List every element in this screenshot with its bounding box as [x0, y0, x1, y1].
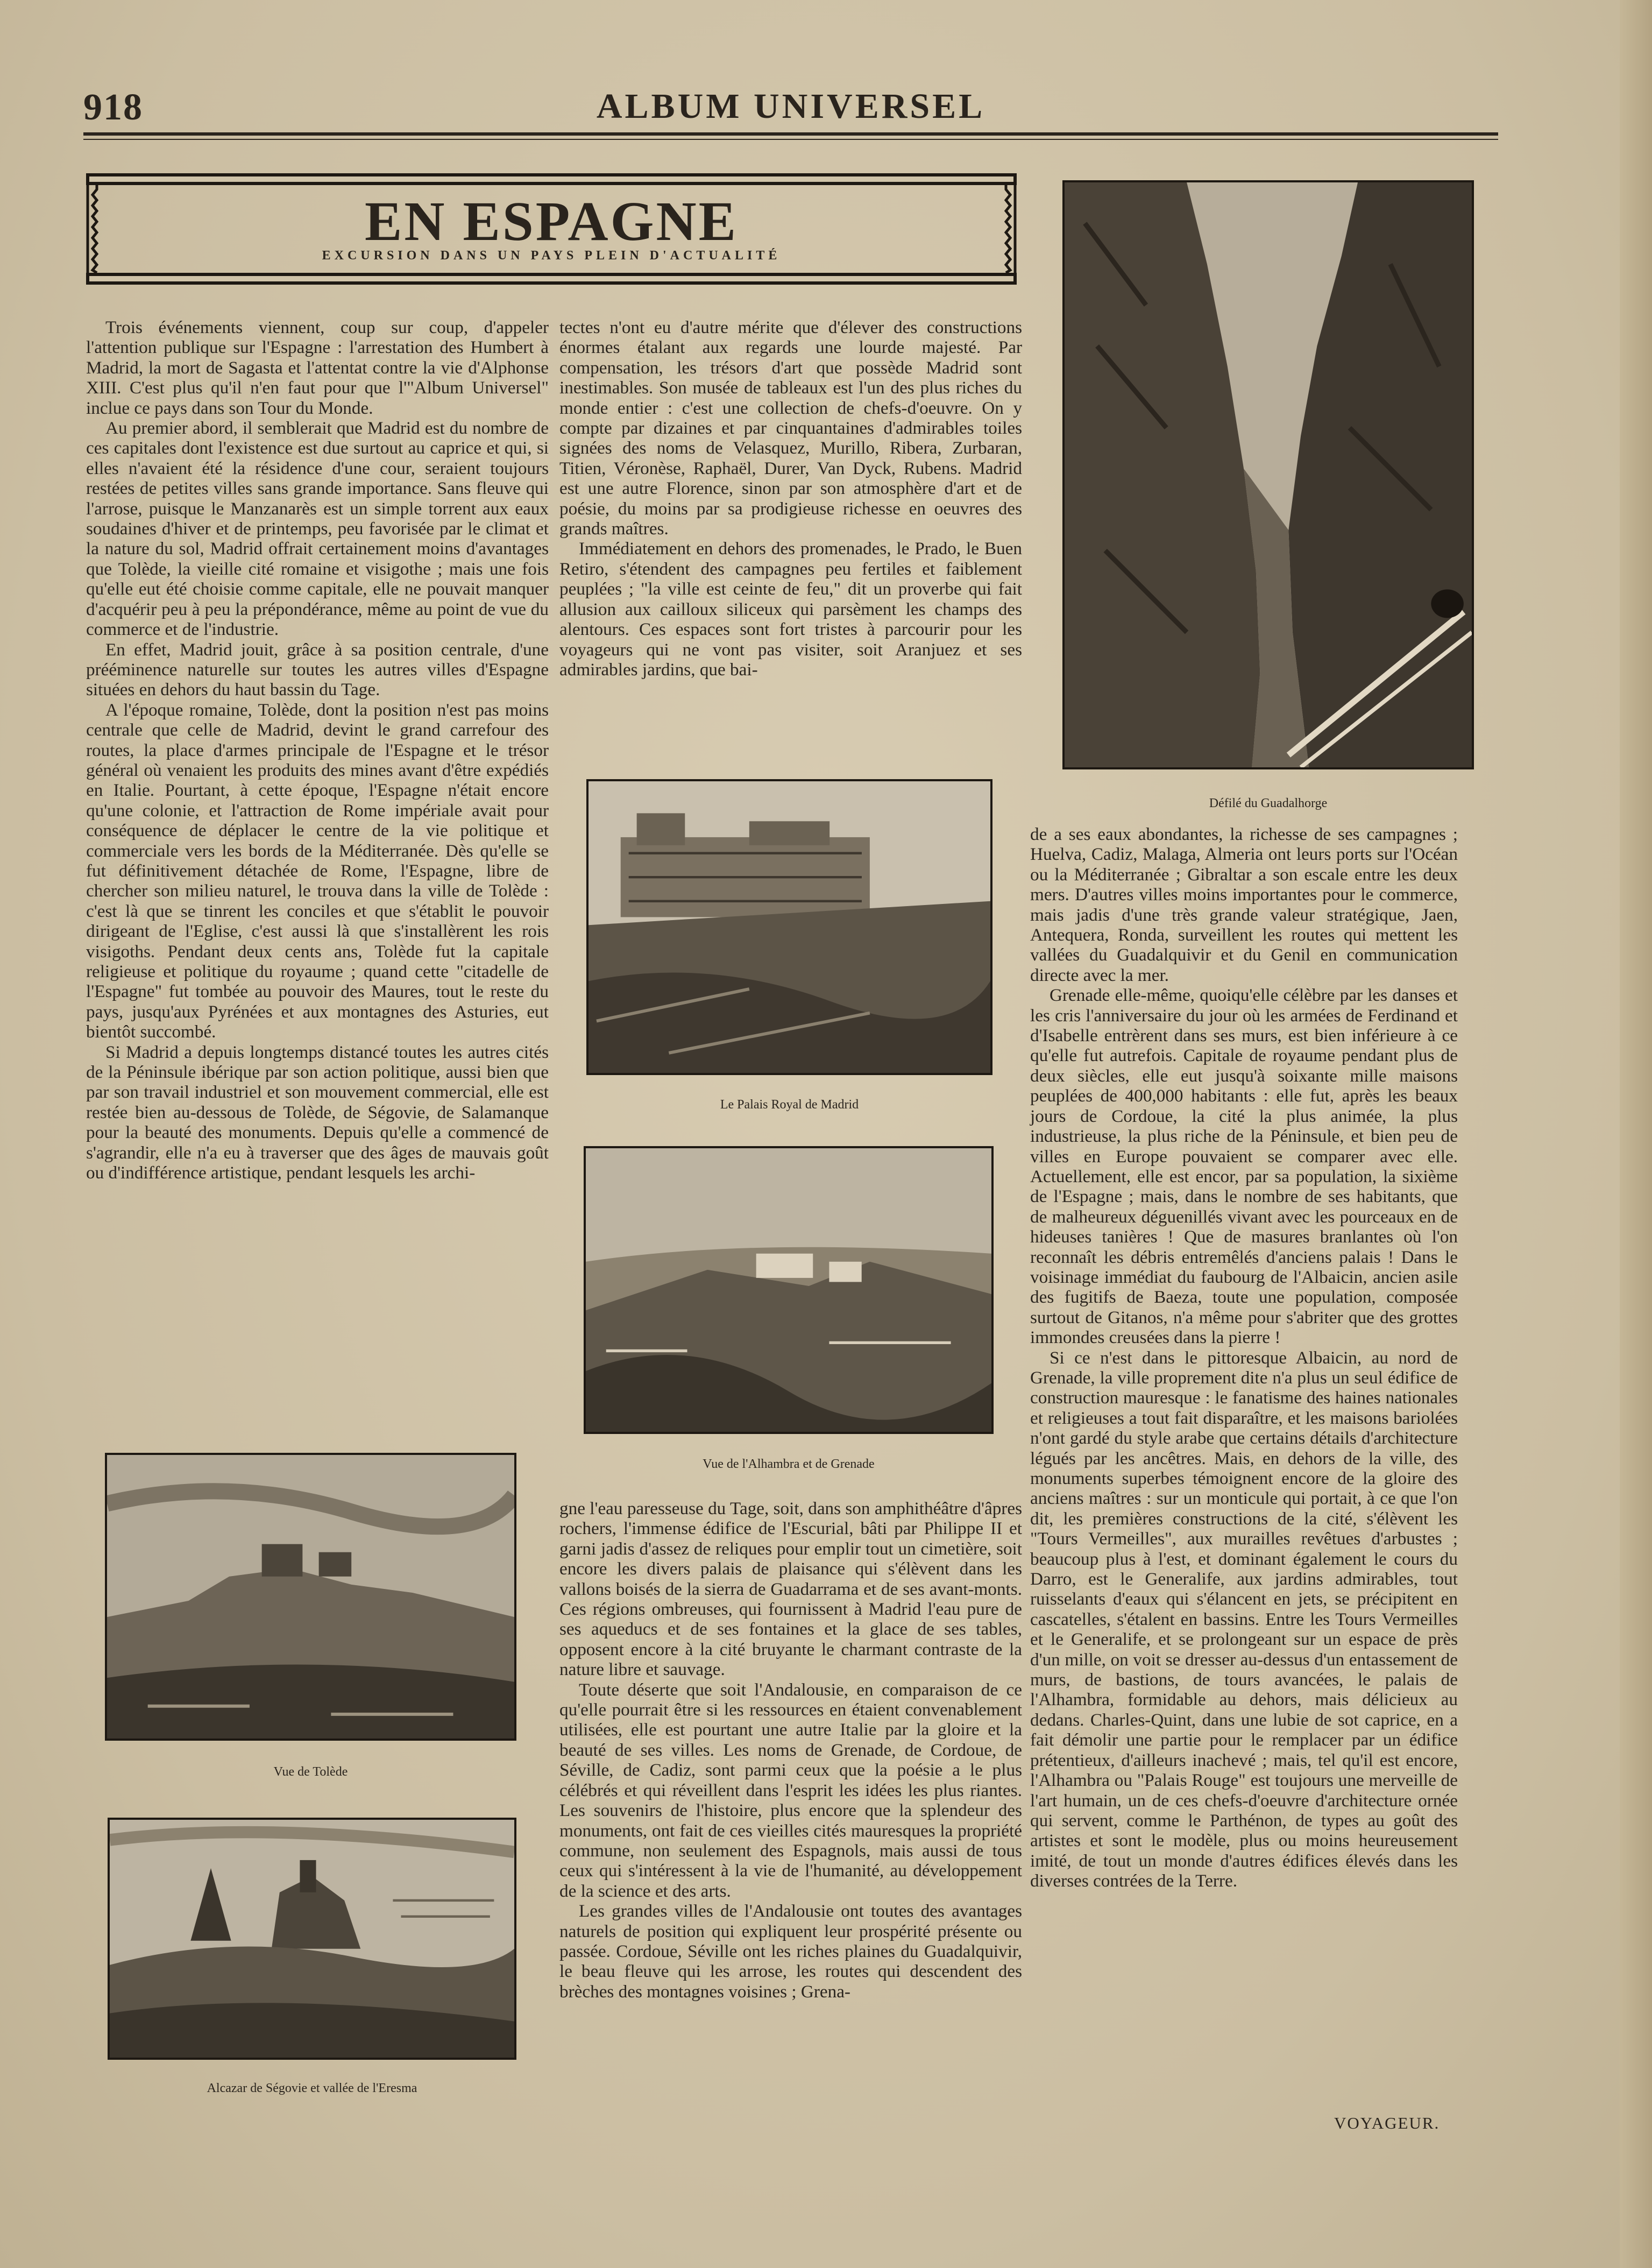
- paragraph: Grenade elle-même, quoiqu'elle célèbre par les danses et les cris l'anniversaire du jour où les armées de Ferdinand et d'Isabelle entrèrent dans ses murs, est bien inférieure à ce qu'elle fut autrefois. Capitale de royaume pendant plus de deux siècles, elle eut jusqu'à soixante mille maisons peuplées de 400,000 habitants : elle fut, après les beaux jours de Cordoue, la cité la plus animée, la plus industrieuse, la plus riche de la Péninsule, et bien peu de villes en Europe pouvaient se comparer avec elle. Actuellement, elle est encor, par sa population, la sixième de l'Espagne ; mais, dans le nombre de ses habitants, que de malheureux déguenillés vivant avec les pourceaux en de hideuses tanières ! Que de masures branlantes où l'on reconnaît les débris entremêlés d'anciens palais ! Dans le voisinage immédiat du faubourg de l'Albaicin, ancien asile des fugitifs de Baeza, toute une population, composée surtout de Gitanos, n'a même pour s'abriter que des grottes immondes creusées dans la pierre !: [1030, 985, 1458, 1348]
- page-edge: [1620, 0, 1652, 2268]
- page-header: [83, 86, 1498, 137]
- paragraph: En effet, Madrid jouit, grâce à sa position centrale, d'une prééminence naturelle sur toutes les autres villes d'Espagne situées en dehors du haut bassin du Tage.: [86, 639, 549, 700]
- paragraph: Les grandes villes de l'Andalousie ont toutes des avantages naturels de position qui expliquent leur prospérité présente ou passée. Cordoue, Séville ont les riches plaines du Guadalquivir, le beau fleuve qui les arrose, les routes qui descendent des brèches des montagnes voisines ; Grena-: [559, 1901, 1022, 2002]
- figure-caption: Le Palais Royal de Madrid: [720, 1098, 859, 1112]
- figure-caption: Défilé du Guadalhorge: [1209, 796, 1328, 810]
- paragraph: Si ce n'est dans le pittoresque Albaicin, au nord de Grenade, la ville proprement dite n'a plus un seul édifice de construction mauresque : le fanatisme des haines nationales et religieuses a tout fait disparaître, et les maisons bariolées n'ont gardé du style arabe que certains détails d'architecture légués par les ancêtres. Mais, en dehors de la ville, des monuments superbes témoignent encore de la gloire des anciens maîtres : sur un monticule qui portait, à ce que l'on dit, les premières constructions de la cité, s'élèvent les "Tours Vermeilles", aux murailles revêtues d'arbustes ; beaucoup plus à l'est, et dominant également le cours du Darro, est le Generalife, aux jardins admirables, tout ruisselants d'eaux qui s'élancent en jets, se précipitent en cascatelles, s'étalent en bassins. Entre les Tours Vermeilles et le Generalife, et se prolongeant sur un espace de près d'un mille, on voit se dresser au-dessus d'un entassement de murs, de bastions, de tours avancées, le palais de l'Alhambra, formidable au dehors, mais délicieux au dedans. Charles-Quint, dans une lubie de sot caprice, en a fait démolir une partie pour le remplacer par un édifice prétentieux, d'ailleurs inachevé ; mais, tel qu'il est encore, l'Alhambra ou "Palais Rouge" est toujours une merveille de l'art humain, un de ces chefs-d'oeuvre d'architecture ornée qui servent, comme le Parthénon, de types au goût des artistes et sont le modèle, plus ou moins heureusement imité, de tout un monde d'autres édifices élevés dans les diverses contrées de la Terre.: [1030, 1347, 1458, 1891]
- paragraph: tectes n'ont eu d'autre mérite que d'élever des constructions énormes étalant aux regards une lourde majesté. Par compensation, les trésors d'art que possède Madrid sont inestimables. Son musée de tableaux est l'un des plus riches du monde entier : c'est une collection de chefs-d'oeuvre. On y compte par dizaines et par cinquantaines d'admirables toiles signées des noms de Velasquez, Murillo, Ribera, Zurbaran, Titien, Véronèse, Raphaël, Durer, Van Dyck, Rubens. Madrid est une autre Florence, sinon par son atmosphère d'art et de poésie, du moins par sa prodigieuse richesse en oeuvres des grands maîtres.: [559, 317, 1022, 539]
- paragraph: Toute déserte que soit l'Andalousie, en comparaison de ce qu'elle pourrait être si les ressources en étaient convenablement utilisées, elle est pourtant une autre Italie par la gloire et la beauté de ses villes. Les noms de Grenade, de Cordoue, de Séville, de Cadiz, sont parmi ceux que la poésie a le plus célébrés et qui réveillent dans l'esprit les idées les plus riantes. Les souvenirs de l'histoire, plus encore que la splendeur des monuments, ont fait de ces vieilles cités mauresques la propriété commune, non seulement des Espagnols, mais aussi de tous ceux qui s'intéressent à la vie de l'humanité, au développement de la science et des arts.: [559, 1679, 1022, 1901]
- gorge-engraving: [1062, 180, 1474, 769]
- header-rule-thick: [83, 132, 1498, 136]
- column-3: [1030, 824, 1458, 1891]
- author-signature: VOYAGEUR.: [1334, 2114, 1440, 2132]
- figure-caption: Vue de Tolède: [273, 1765, 348, 1779]
- column-2-top: [559, 317, 1022, 680]
- paragraph: de a ses eaux abondantes, la richesse de ses campagnes ; Huelva, Cadiz, Malaga, Almeria ont leurs ports sur l'Océan ou la Méditerranée ; Gibraltar a son escale entre les deux mers. D'autres villes moins importantes pour le commerce, mais jadis d'une très grande valeur stratégique, Jaen, Antequera, Ronda, surveillent les routes qui mettent les vallées du Guadalquivir et du Genil en communication directe avec la mer.: [1030, 824, 1458, 985]
- paragraph: Au premier abord, il semblerait que Madrid est du nombre de ces capitales dont l'existence est due surtout au caprice et qui, si elles n'avaient été la résidence d'une cour, seraient toujours restées de petites villes sans grande importance. Sans fleuve qui l'arrose, puisque le Manzanarès est un simple torrent aux eaux soudaines d'hiver et de printemps, peu favorisée par le climat et la nature du sol, Madrid offrait certainement moins d'avantages que Tolède, la vieille cité romaine et visigothe ; mais une fois qu'elle eut été choisie comme capitale, elle ne pouvait manquer d'acquérir peu à peu la prépondérance, même au point de vue du commerce et de l'industrie.: [86, 418, 549, 640]
- toledo-engraving: [105, 1453, 516, 1741]
- page-number: 918: [83, 87, 143, 128]
- article-title-box: [86, 173, 1017, 285]
- paragraph: Trois événements viennent, coup sur coup, d'appeler l'attention publique sur l'Espagne : l'arrestation des Humbert à Madrid, la mort de Sagasta et l'attentat contre la vie d'Alphonse XIII. C'est plus qu'il n'en faut pour que l'"Album Universel" inclue ce pays dans son Tour du Monde.: [86, 317, 549, 418]
- paragraph: Si Madrid a depuis longtemps distancé toutes les autres cités de la Péninsule ibérique par son action politique, aussi bien que par son travail industriel et son mouvement commercial, elle est restée bien au-dessous de Tolède, de Ségovie, de Salamanque pour la beauté des monuments. Depuis qu'elle a commencé de s'agrandir, elle n'a eu à traverser que des âges de mauvais goût ou d'indifférence artistique, pendant lesquels les archi-: [86, 1042, 549, 1183]
- figure-caption: Vue de l'Alhambra et de Grenade: [703, 1457, 875, 1471]
- paragraph: A l'époque romaine, Tolède, dont la position n'est pas moins centrale que celle de Madrid, devint le grand carrefour des routes, la place d'armes principale de l'Espagne et le trésor général où venaient les produits des mines avant d'être expédiés en Italie. Pourtant, à cette époque, l'Espagne n'était encore qu'une colonie, et l'attraction de Rome impériale avait pour conséquence de déplacer le centre de la vie politique et commerciale vers les bords de la Méditerranée. Dès qu'elle se fut définitivement détachée de Rome, l'Espagne, libre de chercher son milieu naturel, le trouva dans la ville de Tolède : c'est là que se tinrent les conciles et que s'établit le pouvoir dirigeant de l'Eglise, c'est aussi là que s'installèrent les rois visigoths. Pendant deux cents ans, Tolède fut la capitale religieuse et politique du royaume ; quand cette "citadelle de l'Espagne" fut tombée au pouvoir des Maures, tout le reste du pays, jusqu'aux Pyrénées et aux montagnes des Asturies, eut bientôt succombé.: [86, 700, 549, 1042]
- palace-engraving: [586, 779, 992, 1075]
- column-1: [86, 317, 549, 1183]
- header-rule-thin: [83, 139, 1498, 140]
- journal-title: ALBUM UNIVERSEL: [596, 87, 985, 126]
- segovia-engraving: [108, 1818, 516, 2060]
- article-title: EN ESPAGNE: [365, 190, 738, 252]
- paragraph: Immédiatement en dehors des promenades, le Prado, le Buen Retiro, s'étendent des campagnes peu fertiles et faiblement peuplées ; "la ville est ceinte de feu," dit un proverbe qui fait allusion aux cailloux siliceux qui parsèment les champs des alentours. Ces espaces sont fort tristes à parcourir pour les voyageurs qui ne vont pas visiter, soit Aranjuez et ses admirables jardins, que bai-: [559, 539, 1022, 680]
- alhambra-engraving: [584, 1146, 994, 1434]
- paragraph: gne l'eau paresseuse du Tage, soit, dans son amphithéâtre d'âpres rochers, l'immense édifice de l'Escurial, bâti par Philippe II et garni jadis d'assez de reliques pour emplir tout un cimetière, soit encore les divers palais de plaisance qui s'élèvent dans les vallons boisés de la sierra de Guadarrama et de ses avant-monts. Ces régions ombreuses, qui fournissent à Madrid l'eau pure de ses aqueducs et de ses fontaines et la glace de ses tables, opposent encore à la cité bruyante le charmant contraste de la nature libre et sauvage.: [559, 1499, 1022, 1680]
- column-2-bottom: [559, 1499, 1022, 2002]
- article-subtitle: EXCURSION DANS UN PAYS PLEIN D'ACTUALITÉ: [322, 249, 781, 263]
- figure-caption: Alcazar de Ségovie et vallée de l'Eresma: [207, 2081, 417, 2095]
